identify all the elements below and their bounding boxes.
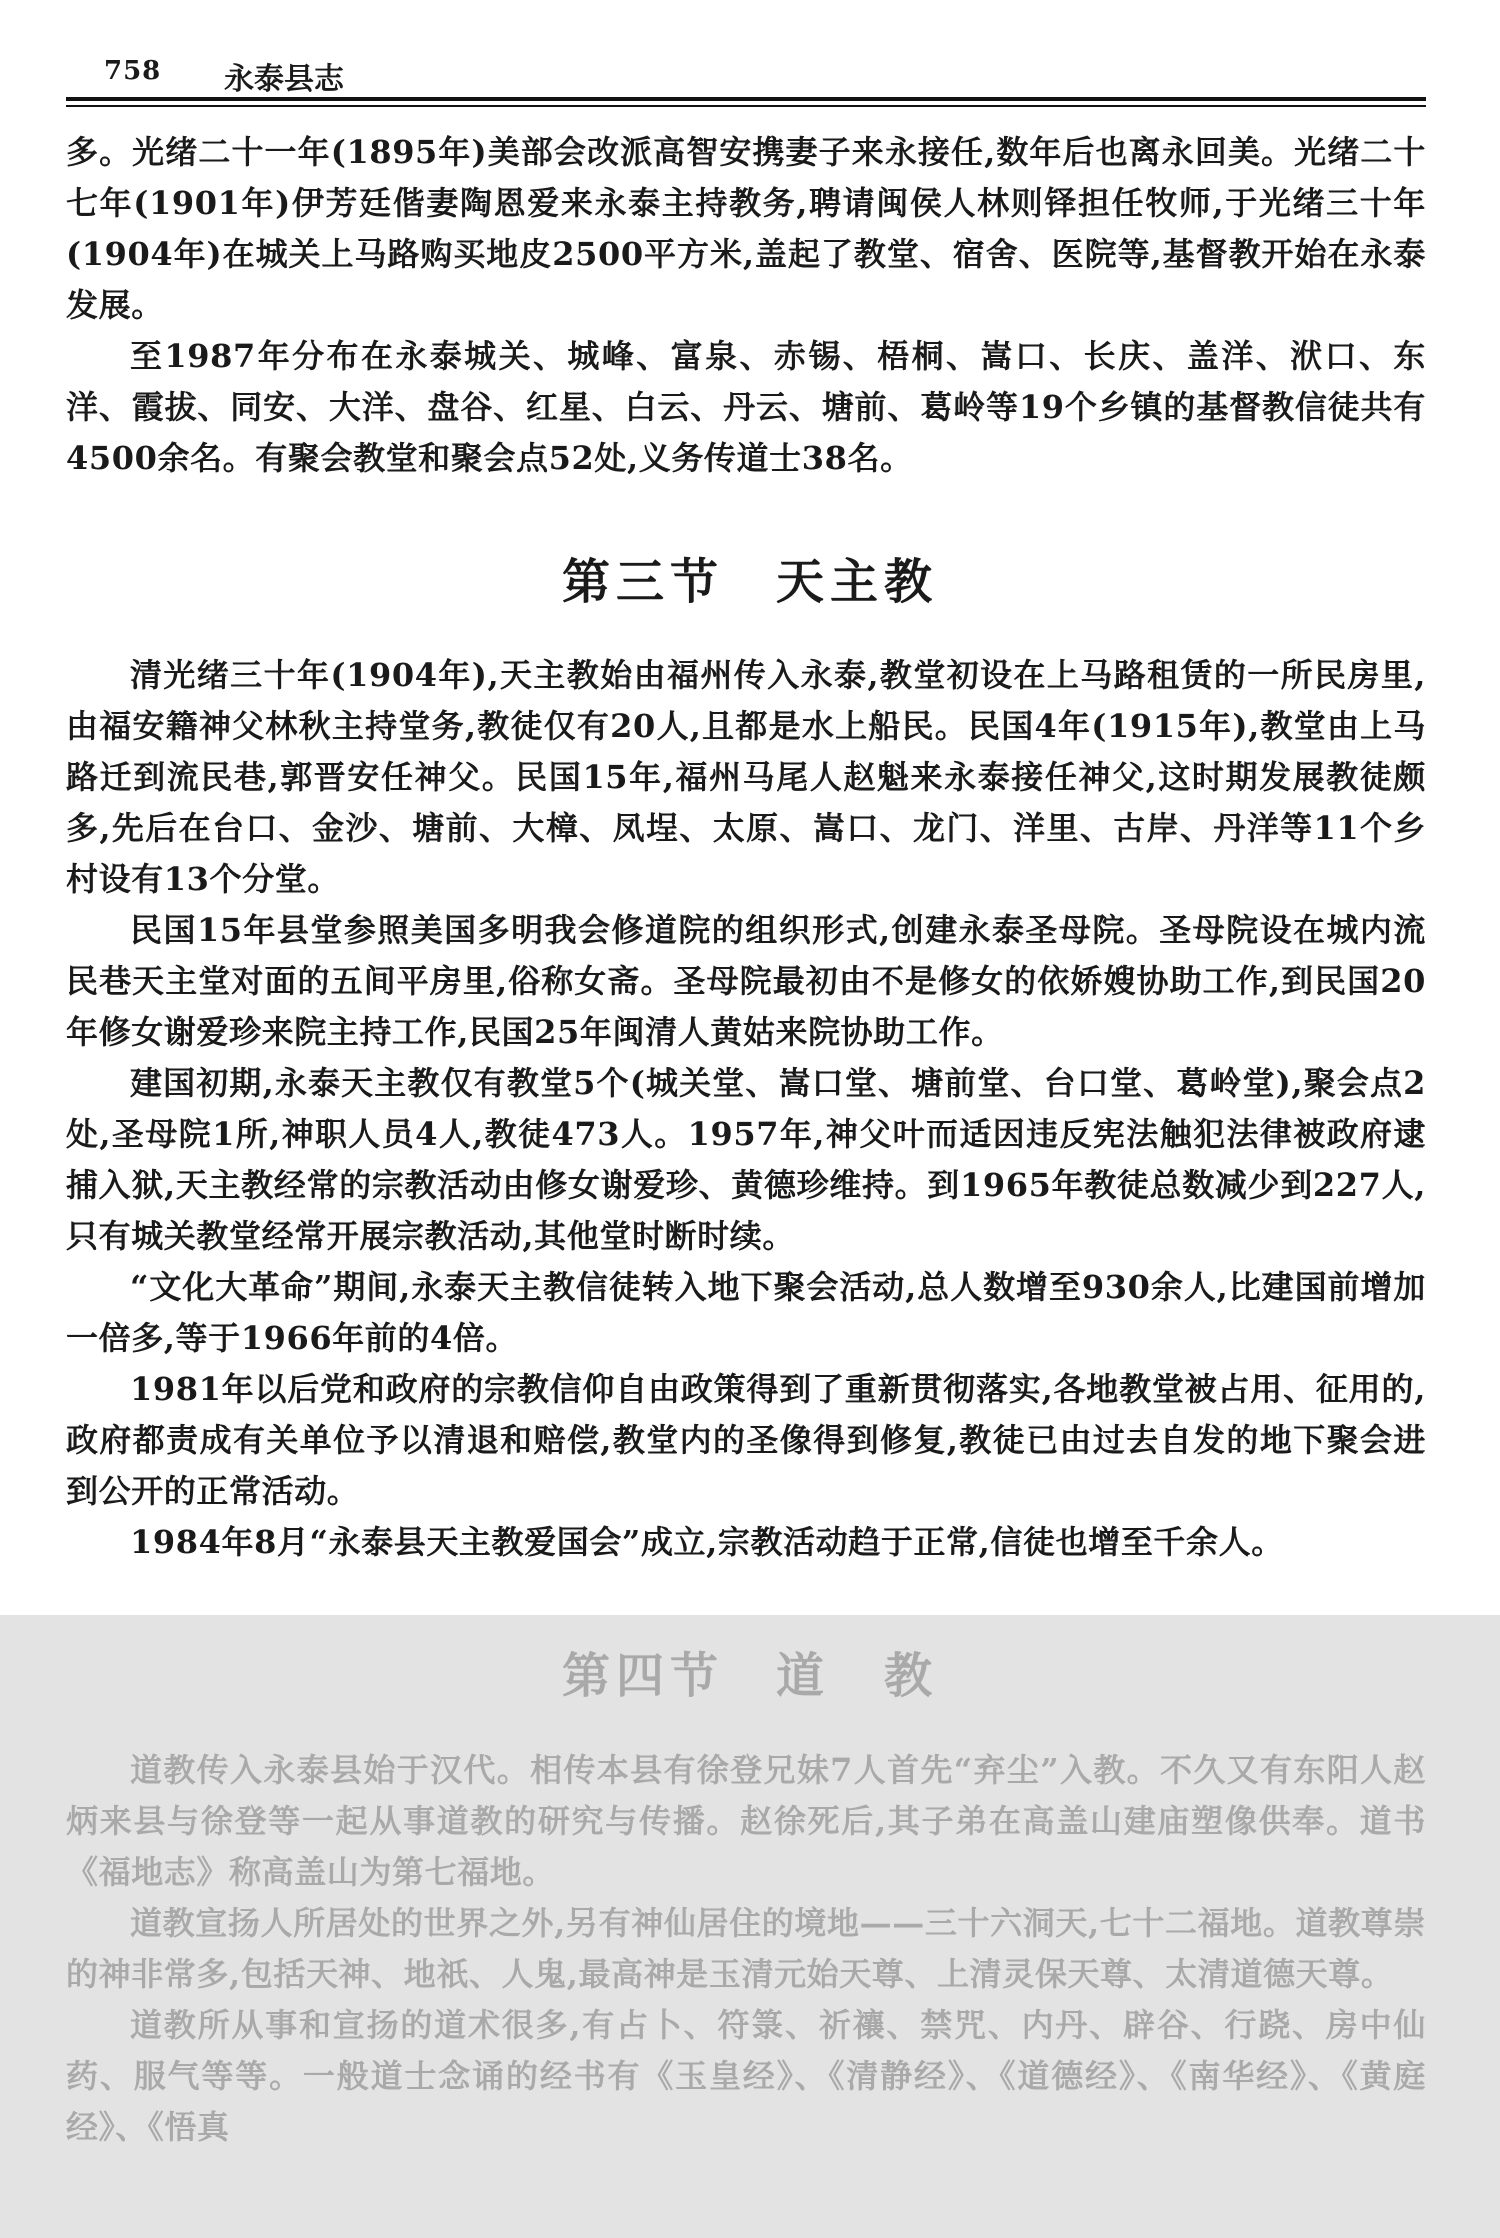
page-number: 758 [104, 56, 162, 86]
paragraph: 多。光绪二十一年(1895年)美部会改派高智安携妻子来永接任,数年后也离永回美。光绪二十七年(1901年)伊芳廷偕妻陶恩爱来永泰主持教务,聘请闽侯人林则铎担任牧师,于光绪三十年(1904年)在城关上马路购买地皮2500平方米,盖起了教堂、宿舍、医院等,基督教开始在永泰发展。 [66, 133, 1426, 324]
book-title: 永泰县志 [224, 62, 344, 97]
header-rule-thin [66, 105, 1426, 107]
paragraph: “文化大革命”期间,永泰天主教信徒转入地下聚会活动,总人数增至930余人,比建国前增加一倍多,等于1966年前的4倍。 [66, 1268, 1426, 1357]
paragraph: 清光绪三十年(1904年),天主教始由福州传入永泰,教堂初设在上马路租赁的一所民房里,由福安籍神父林秋主持堂务,教徒仅有20人,且都是水上船民。民国4年(1915年),教堂由上马路迁到流民巷,郭晋安任神父。民国15年,福州马尾人赵魁来永泰接任神父,这时期发展教徒颇多,先后在台口、金沙、塘前、大樟、凤埕、太原、嵩口、龙门、洋里、古岸、丹洋等11个乡村设有13个分堂。 [66, 656, 1426, 898]
section-number: 第四节 [561, 1648, 724, 1704]
paragraph: 道教宣扬人所居处的世界之外,另有神仙居住的境地——三十六洞天,七十二福地。道教尊崇的神非常多,包括天神、地祇、人鬼,最高神是玉清元始天尊、上清灵保天尊、太清道德天尊。 [66, 1904, 1426, 1993]
paragraph: 1981年以后党和政府的宗教信仰自由政策得到了重新贯彻落实,各地教堂被占用、征用的,政府都责成有关单位予以清退和赔偿,教堂内的圣像得到修复,教徒已由过去自发的地下聚会进到公开的正常活动。 [66, 1370, 1426, 1510]
section-body-taoism [66, 1745, 1426, 2153]
paragraph: 至1987年分布在永泰城关、城峰、富泉、赤锡、梧桐、嵩口、长庆、盖洋、洑口、东洋、霞拔、同安、大洋、盘谷、红星、白云、丹云、塘前、葛岭等19个乡镇的基督教信徒共有4500余名。有聚会教堂和聚会点52处,义务传道士38名。 [66, 337, 1426, 477]
paragraph: 道教所从事和宣扬的道术很多,有占卜、符箓、祈禳、禁咒、内丹、辟谷、行跷、房中仙药、服气等等。一般道士念诵的经书有《玉皇经》、《清静经》、《道德经》、《南华经》、《黄庭经》、《悟真 [66, 2006, 1426, 2146]
paragraph: 1984年8月“永泰县天主教爱国会”成立,宗教活动趋于正常,信徒也增至千余人。 [130, 1523, 1284, 1561]
section-name: 天主教 [776, 554, 939, 610]
header-rule-thick [66, 97, 1426, 101]
continued-section [66, 127, 1426, 484]
paragraph: 建国初期,永泰天主教仅有教堂5个(城关堂、嵩口堂、塘前堂、台口堂、葛岭堂),聚会点2处,圣母院1所,神职人员4人,教徒473人。1957年,神父叶而适因违反宪法触犯法律被政府逮捕入狱,天主教经常的宗教活动由修女谢爱珍、黄德珍维持。到1965年教徒总数减少到227人,只有城关教堂经常开展宗教活动,其他堂时断时续。 [66, 1064, 1426, 1255]
section-title-taoism [0, 1637, 1500, 1706]
paragraph: 民国15年县堂参照美国多明我会修道院的组织形式,创建永泰圣母院。圣母院设在城内流民巷天主堂对面的五间平房里,俗称女斋。圣母院最初由不是修女的依娇嫂协助工作,到民国20年修女谢爱珍来院主持工作,民国25年闽清人黄姑来院协助工作。 [66, 911, 1426, 1051]
section-number: 第三节 [561, 554, 724, 610]
paragraph: 道教传入永泰县始于汉代。相传本县有徐登兄妹7人首先“弃尘”入教。不久又有东阳人赵炳来县与徐登等一起从事道教的研究与传播。赵徐死后,其子弟在高盖山建庙塑像供奉。道书《福地志》称高盖山为第七福地。 [66, 1751, 1426, 1891]
section-body-catholicism [66, 650, 1426, 1568]
section-title-catholicism [0, 543, 1500, 612]
page-header [66, 50, 1426, 100]
section-name: 道 教 [776, 1648, 939, 1704]
